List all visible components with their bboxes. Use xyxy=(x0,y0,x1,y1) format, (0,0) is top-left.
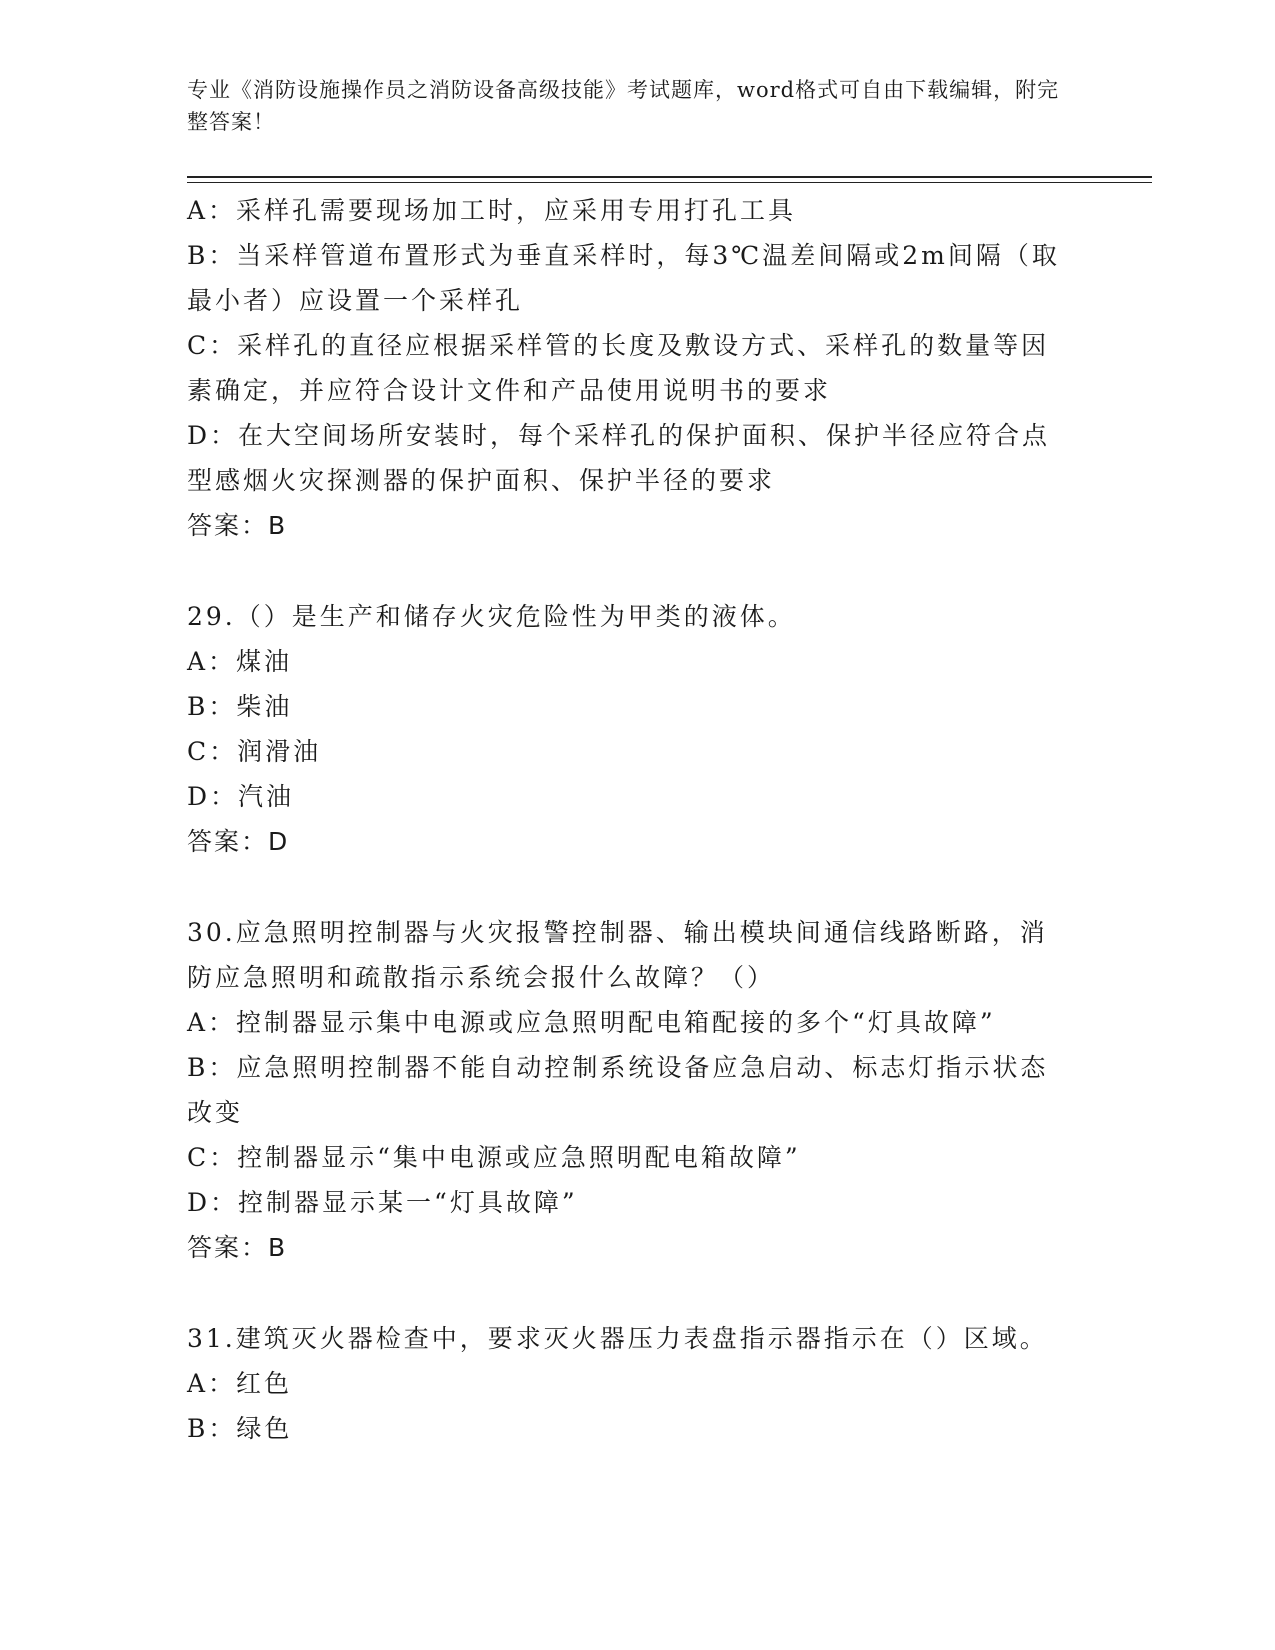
question-30 xyxy=(187,910,1067,1271)
option-b: B：柴油 xyxy=(187,692,293,721)
question-content xyxy=(187,188,1067,1451)
option-b: B：当采样管道布置形式为垂直采样时，每3℃温差间隔或2m间隔（取最小者）应设置一个采样孔 xyxy=(187,241,1060,315)
option-c: C：控制器显示“集中电源或应急照明配电箱故障” xyxy=(187,1143,801,1172)
option-d: D：控制器显示某一“灯具故障” xyxy=(187,1188,578,1217)
question-29 xyxy=(187,594,1067,865)
option-d: D：在大空间场所安装时，每个采样孔的保护面积、保护半径应符合点型感烟火灾探测器的保护面积、保护半径的要求 xyxy=(187,421,1051,495)
option-c: C：润滑油 xyxy=(187,737,322,766)
spacer xyxy=(187,549,1067,594)
answer: 答案：B xyxy=(187,511,288,540)
option-a: A：煤油 xyxy=(187,647,293,676)
question-31 xyxy=(187,1316,1067,1451)
spacer xyxy=(187,1271,1067,1316)
spacer xyxy=(187,865,1067,910)
option-b: B：绿色 xyxy=(187,1414,293,1443)
question-28 xyxy=(187,188,1067,549)
option-b: B：应急照明控制器不能自动控制系统设备应急启动、标志灯指示状态改变 xyxy=(187,1053,1049,1127)
option-a: A：控制器显示集中电源或应急照明配电箱配接的多个“灯具故障” xyxy=(187,1008,996,1037)
question-stem: 30.应急照明控制器与火灾报警控制器、输出模块间通信线路断路，消防应急照明和疏散指示系统会报什么故障？（） xyxy=(187,918,1048,992)
document-header: 专业《消防设施操作员之消防设备高级技能》考试题库，word格式可自由下载编辑，附完整答案！ xyxy=(187,78,1060,134)
question-stem: 29.（）是生产和储存火灾危险性为甲类的液体。 xyxy=(187,602,796,631)
option-a: A：采样孔需要现场加工时，应采用专用打孔工具 xyxy=(187,196,797,225)
answer: 答案：B xyxy=(187,1233,288,1262)
answer: 答案：D xyxy=(187,827,290,856)
question-stem: 31.建筑灭火器检查中，要求灭火器压力表盘指示器指示在（）区域。 xyxy=(187,1324,1048,1353)
option-a: A：红色 xyxy=(187,1369,293,1398)
header-divider xyxy=(187,176,1152,183)
option-d: D：汽油 xyxy=(187,782,295,811)
option-c: C：采样孔的直径应根据采样管的长度及敷设方式、采样孔的数量等因素确定，并应符合设计文件和产品使用说明书的要求 xyxy=(187,331,1050,405)
